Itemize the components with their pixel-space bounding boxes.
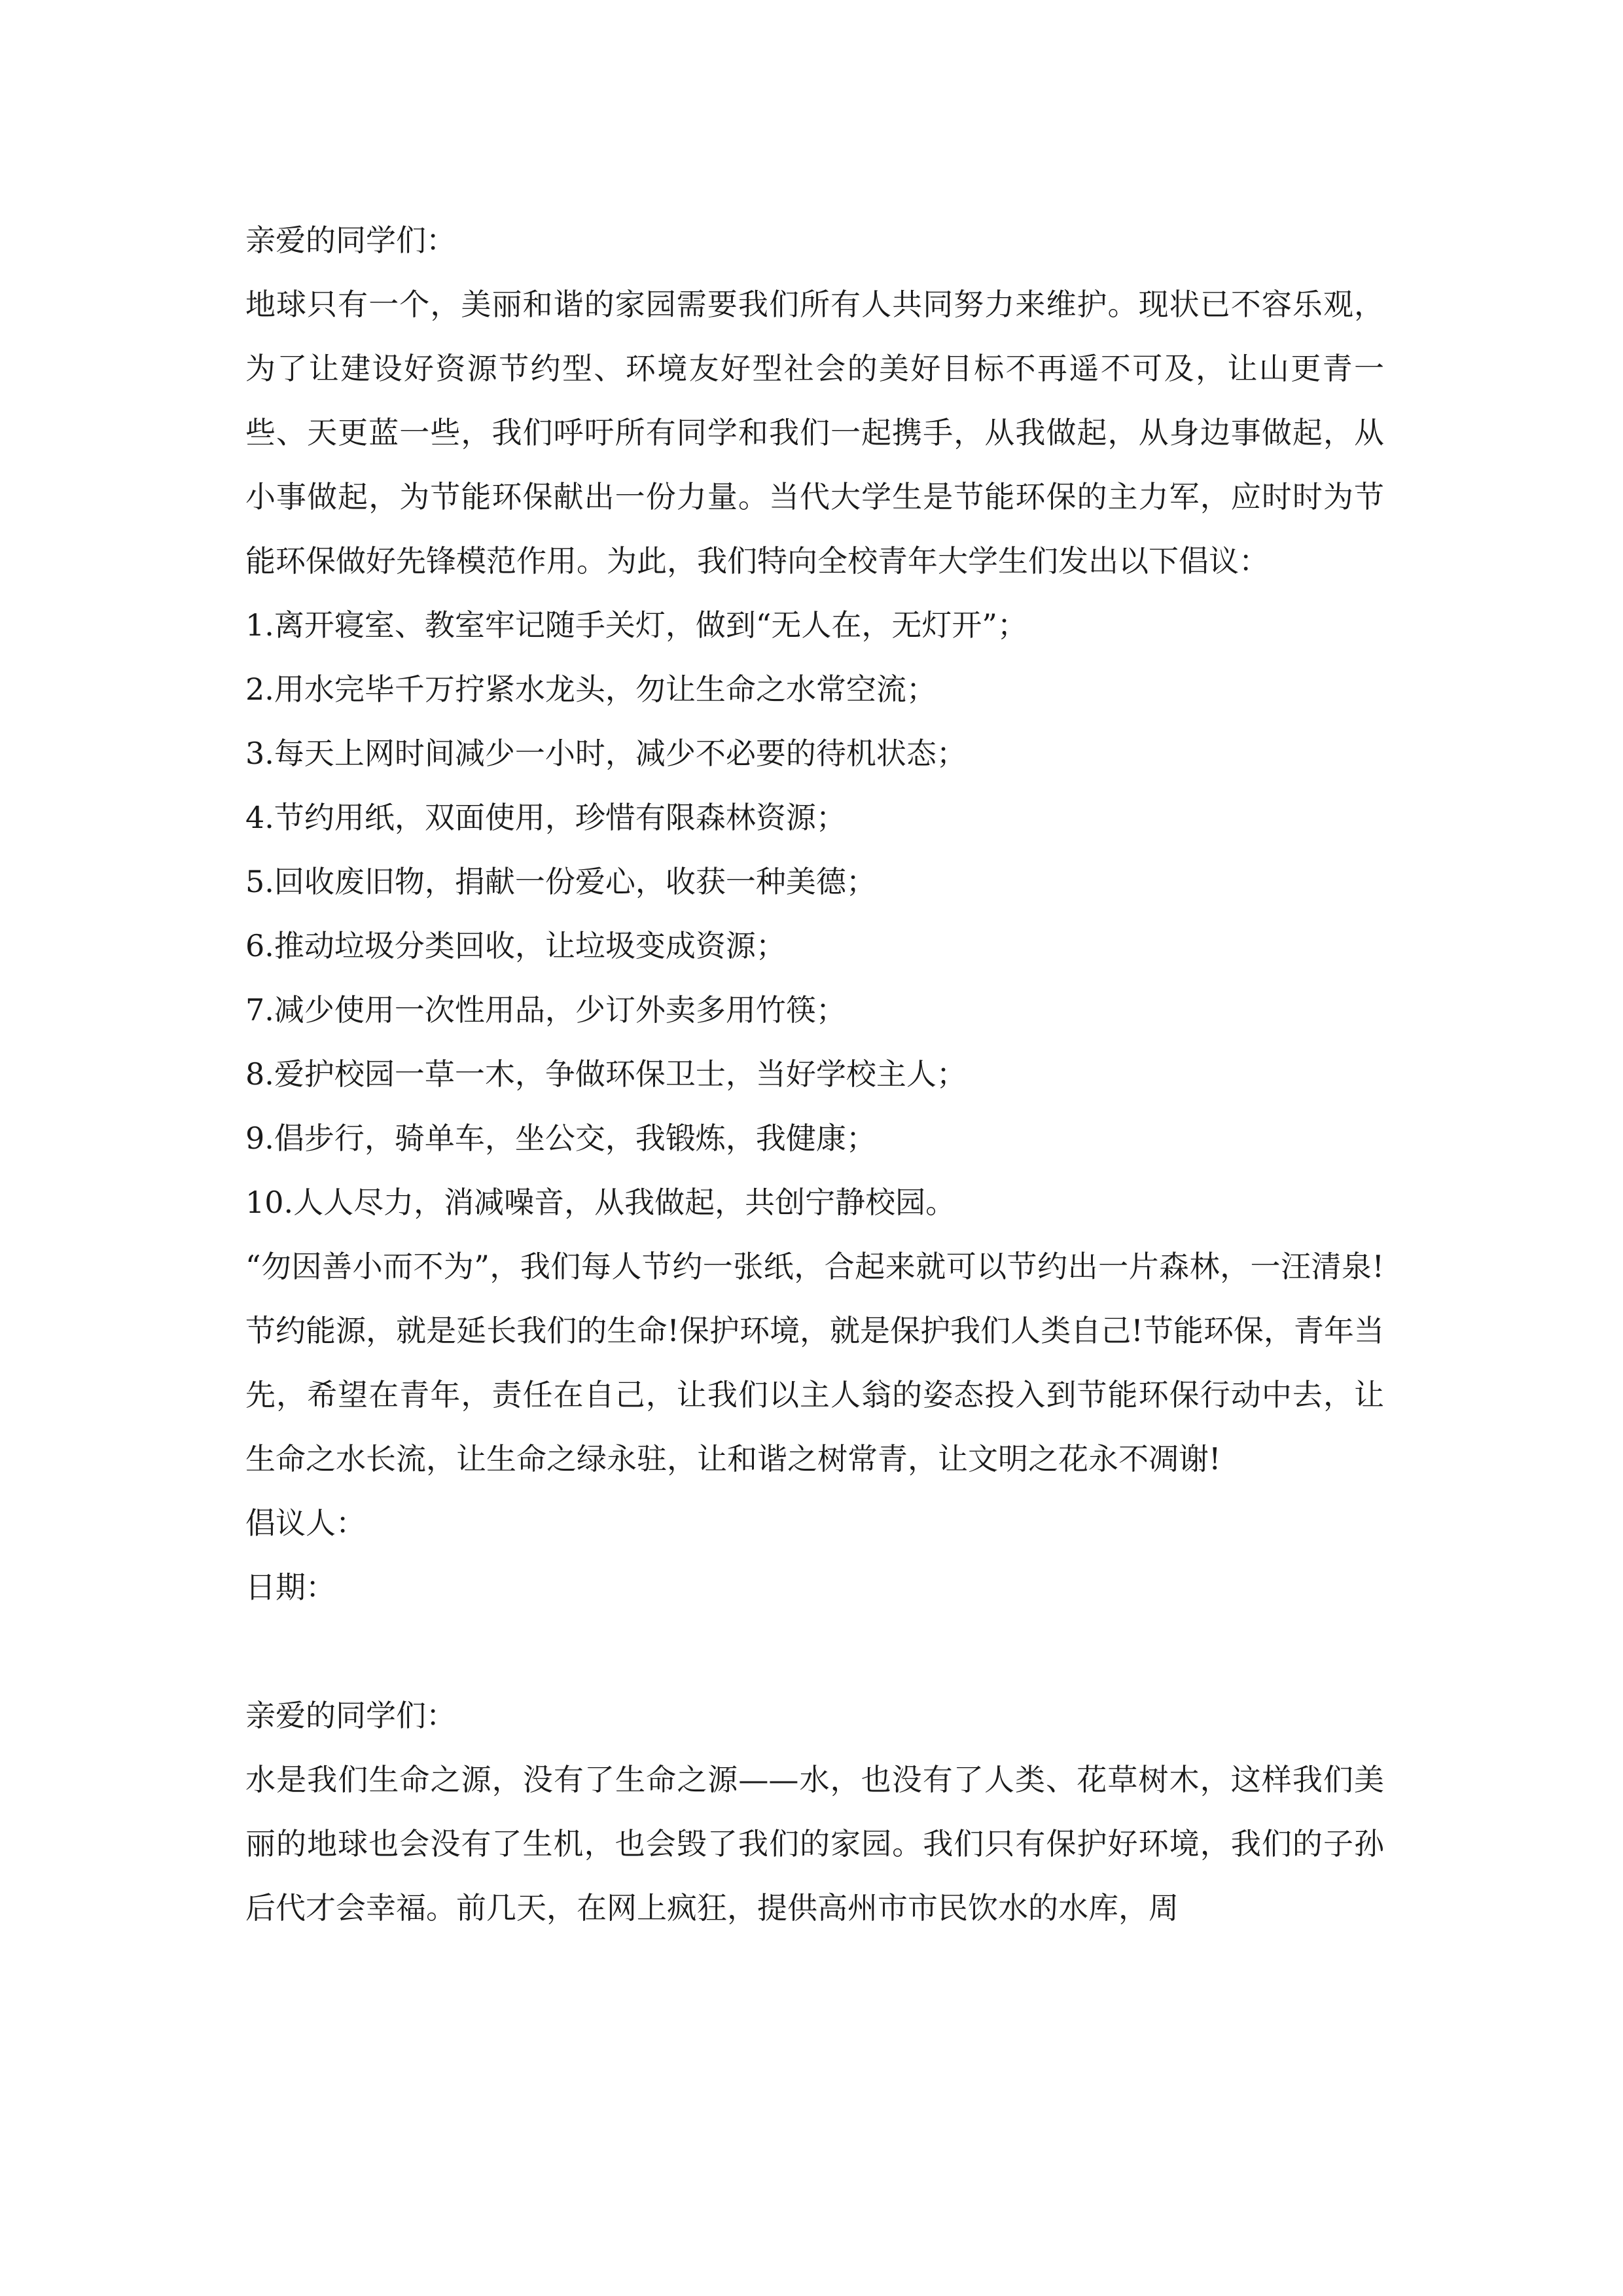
proposal-item-10: 10.人人尽力，消减噪音，从我做起，共创宁静校园。 bbox=[245, 1185, 956, 1220]
proposer-label: 倡议人： bbox=[245, 1505, 366, 1541]
document-body bbox=[245, 208, 1384, 1940]
letter1-salutation: 亲爱的同学们： bbox=[245, 223, 456, 258]
proposal-item-7: 7.减少使用一次性用品，少订外卖多用竹筷； bbox=[245, 992, 846, 1028]
letter2-salutation: 亲爱的同学们： bbox=[245, 1698, 456, 1733]
proposal-item-5: 5.回收废旧物，捐献一份爱心，收获一种美德； bbox=[245, 864, 876, 899]
proposal-item-3: 3.每天上网时间减少一小时，减少不必要的待机状态； bbox=[245, 736, 967, 771]
proposal-item-6: 6.推动垃圾分类回收，让垃圾变成资源； bbox=[245, 928, 786, 963]
proposal-item-1: 1.离开寝室、教室牢记随手关灯，做到“无人在，无灯开”； bbox=[245, 607, 1027, 643]
proposal-item-8: 8.爱护校园一草一木，争做环保卫士，当好学校主人； bbox=[245, 1056, 967, 1092]
proposal-item-4: 4.节约用纸，双面使用，珍惜有限森林资源； bbox=[245, 800, 846, 835]
letter1-intro-paragraph: 地球只有一个，美丽和谐的家园需要我们所有人共同努力来维护。现状已不容乐观，为了让建设好资源节约型、环境友好型社会的美好目标不再遥不可及，让山更青一些、天更蓝一些，我们呼吁所有同学和我们一起携手，从我做起，从身边事做起，从小事做起，为节能环保献出一份力量。当代大学生是节能环保的主力军，应时时为节能环保做好先锋模范作用。为此，我们特向全校青年大学生们发出以下倡议： bbox=[245, 287, 1384, 579]
section-gap bbox=[245, 1619, 1384, 1683]
proposal-item-2: 2.用水完毕千万拧紧水龙头，勿让生命之水常空流； bbox=[245, 672, 936, 707]
letter1-closing-paragraph: “勿因善小而不为”，我们每人节约一张纸，合起来就可以节约出一片森林，一汪清泉!节约能源，就是延长我们的生命!保护环境，就是保护我们人类自己!节能环保，青年当先，希望在青年，责任在自己，让我们以主人翁的姿态投入到节能环保行动中去，让生命之水长流，让生命之绿永驻，让和谐之树常青，让文明之花永不凋谢! bbox=[245, 1249, 1384, 1477]
date-label: 日期： bbox=[245, 1570, 336, 1605]
letter2-intro-paragraph: 水是我们生命之源，没有了生命之源——水，也没有了人类、花草树木，这样我们美丽的地球也会没有了生机，也会毁了我们的家园。我们只有保护好环境，我们的子孙后代才会幸福。前几天，在网上疯狂，提供高州市市民饮水的水库，周 bbox=[245, 1762, 1384, 1926]
proposal-item-9: 9.倡步行，骑单车，坐公交，我锻炼，我健康； bbox=[245, 1121, 876, 1156]
